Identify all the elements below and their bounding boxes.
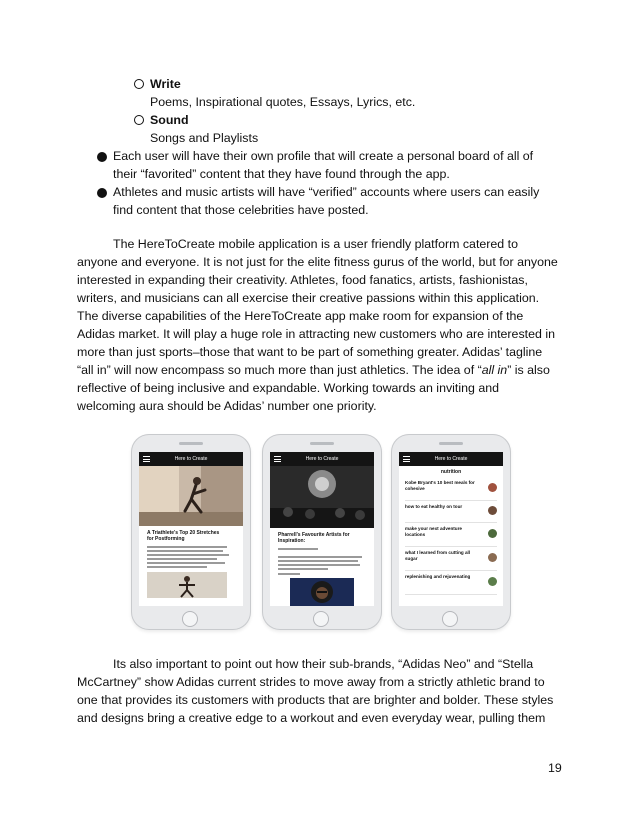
paragraph1-line: reflective of being inclusive and expandable. Working towards an inviting and (77, 381, 499, 395)
thumbnail-avatar (488, 553, 497, 562)
app-header (270, 452, 374, 466)
phone-speaker (179, 442, 203, 445)
phone-screen-2 (270, 452, 374, 606)
bullet-verified-line2: find content that those celebrities have posted. (113, 203, 369, 217)
thumbnail-avatar (488, 529, 497, 538)
paragraph1-line: welcoming aura should be Adidas’ number one priority. (77, 399, 377, 413)
hollow-bullet-icon (134, 79, 144, 89)
bullet-profile-line1: Each user will have their own profile that will create a personal board of all of (113, 149, 534, 163)
paragraph1-line: more than just sports–those that want to be part of something greater. Adidas’ tagline (77, 345, 543, 359)
phone-mockup-1 (131, 434, 251, 630)
paragraph1-line: anyone and everyone. It is not just for the elite fitness gurus of the world, but for anyone (77, 255, 558, 269)
thumbnail-avatar (488, 577, 497, 586)
bullet-sound-desc: Songs and Playlists (150, 131, 259, 145)
bullet-write-desc: Poems, Inspirational quotes, Essays, Lyrics, etc. (150, 95, 416, 109)
bullet-sound-label: Sound (150, 113, 189, 127)
phone-mockup-3 (391, 434, 511, 630)
app-title: Here to Create (305, 456, 339, 462)
paragraph1-line8-pre: “all in” will now encompass so much more than just athletics. The idea of “ (77, 363, 482, 377)
list-item-title: Kobe Bryant's 10 best meals for cohesive (405, 480, 475, 491)
page-number: 19 (548, 761, 562, 775)
app-header (399, 452, 503, 466)
home-button (442, 611, 458, 627)
home-button (182, 611, 198, 627)
list-item[interactable] (405, 502, 497, 523)
article-headline-line: for Postforming (147, 536, 185, 542)
paragraph1-line-8 (77, 362, 550, 378)
article-headline-line: Inspiration: (278, 538, 306, 544)
paragraph2-line: one that provides its customers with products that are brighter and bolder. These styles (77, 693, 554, 707)
paragraph1-line8-post: ” is also (507, 363, 550, 377)
phone-screen-3 (399, 452, 503, 606)
article-headline (278, 532, 350, 544)
app-header (139, 452, 243, 466)
thumbnail-avatar (488, 483, 497, 492)
list-item[interactable] (405, 548, 497, 571)
phone-mockup-2 (262, 434, 382, 630)
paragraph1-line: The diverse capabilities of the HereToCreate app make room for expansion of the (77, 309, 524, 323)
bullet-profile-line2: their “favorited” content that they have found through the app. (113, 167, 450, 181)
concert-crowd-photo (270, 466, 374, 528)
article-headline (147, 530, 219, 542)
section-label: nutrition (440, 469, 462, 475)
list-item-title: replenishing and rejuvenating (405, 574, 471, 579)
list-item[interactable] (405, 478, 497, 501)
paragraph1-line: Adidas market. It will play a huge role in attracting new customers who are interested in (77, 327, 555, 341)
thumbnail-avatar (488, 506, 497, 515)
app-title: Here to Create (434, 456, 468, 462)
phone-screen-1 (139, 452, 243, 606)
list-item-title: make your next adventure locations (405, 526, 462, 537)
hollow-bullet-icon (134, 115, 144, 125)
list-item-title: how to eat healthy on tour (405, 504, 463, 509)
filled-bullet-icon (97, 152, 107, 162)
list-item-title: what I learned from cutting all sugar (405, 550, 471, 561)
paragraph2-line: McCartney” show Adidas current strides to move away from a strictly athletic brand to (77, 675, 545, 689)
article-headline-line: Pharrell's Favourite Artists for (278, 532, 350, 538)
artist-portrait-photo (290, 578, 354, 606)
stretch-figure-photo (147, 572, 227, 598)
paragraph1-line: interested in expanding their creativity. Athletes, food fanatics, artists, fashionistas, (77, 273, 528, 287)
athlete-stretching-photo (139, 466, 243, 526)
filled-bullet-icon (97, 188, 107, 198)
paragraph1-line: The HereToCreate mobile application is a user friendly platform catered to (113, 237, 518, 251)
app-title: Here to Create (174, 456, 208, 462)
bullet-write-label: Write (150, 77, 181, 91)
paragraph2-line: Its also important to point out how their sub-brands, “Adidas Neo” and “Stella (113, 657, 534, 671)
phone-speaker (310, 442, 334, 445)
article-headline-line: A Triathlete's Top 20 Stretches (147, 530, 220, 536)
phone-speaker (439, 442, 463, 445)
list-item[interactable] (405, 572, 497, 595)
list-item[interactable] (405, 524, 497, 547)
paragraph2-line: and designs bring a creative edge to a workout and even everyday wear, pulling them (77, 711, 546, 725)
hamburger-menu-icon (403, 456, 410, 462)
hamburger-menu-icon (274, 456, 281, 462)
paragraph1-line: writers, and musicians can all exercise their creative passions within this application. (77, 291, 540, 305)
hamburger-menu-icon (143, 456, 150, 462)
paragraph1-line8-em: all in (481, 363, 508, 377)
bullet-verified-line1: Athletes and music artists will have “verified” accounts where users can easily (113, 185, 540, 199)
home-button (313, 611, 329, 627)
